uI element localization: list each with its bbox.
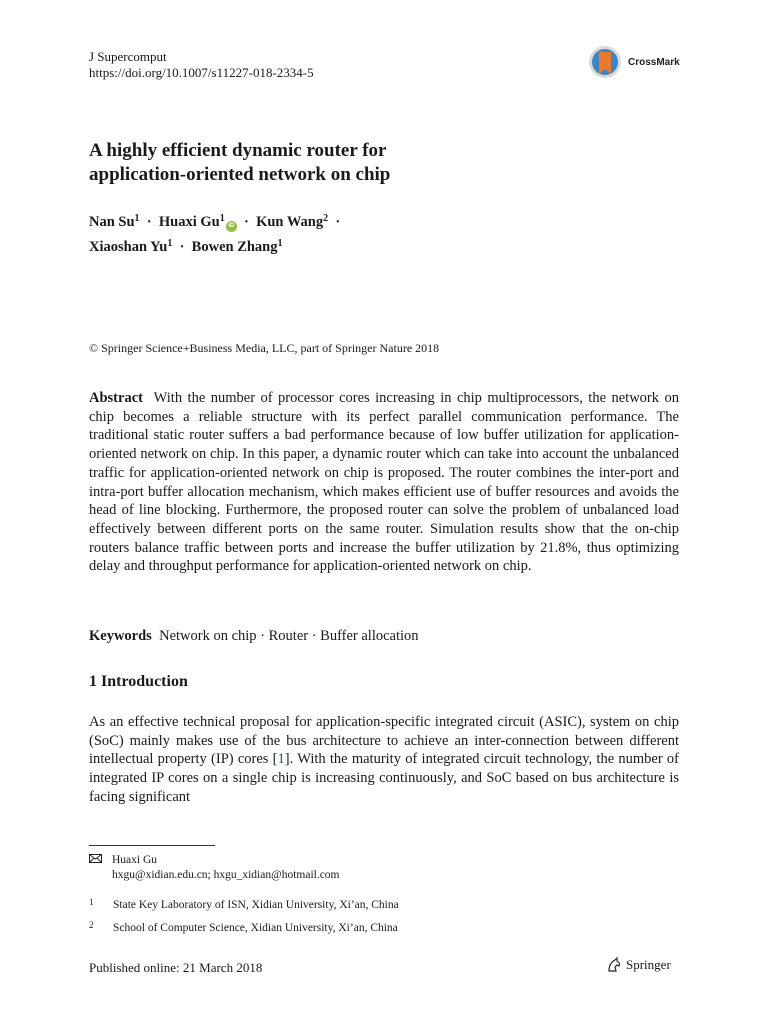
- affiliation-1: [89, 895, 399, 913]
- abstract-heading: Abstract: [89, 390, 143, 406]
- author-name[interactable]: Huaxi Gu: [158, 214, 220, 230]
- abstract-text: With the number of processor cores increasing in chip multiprocessors, the network on chip becomes a reliable structure with its perfect parallel communication performance. The traditional static router suffers a bad performance because of low buffer utilization for application-oriented network on chip. In this paper, a dynamic router which can take into account the unbalanced traffic for application-oriented network on chip is proposed. The router combines the inter-port and intra-port buffer allocation mechanism, which makes efficient use of buffer resources and avoids the head of line blocking. Furthermore, the proposed router can solve the problem of unbalanced load effectively between different ports on the same router. Simulation results show that the on-chip routers balance traffic between ports and increase the buffer utilization by 21.8%, thus optimizing delay and throughput performance for application-oriented network on chip.: [89, 390, 679, 575]
- author-affiliation: 1: [219, 213, 225, 224]
- author-name[interactable]: Kun Wang: [256, 214, 324, 230]
- abstract: [89, 389, 679, 576]
- footnote-divider: [89, 845, 215, 846]
- keywords: [89, 627, 679, 645]
- affiliation-number: 2: [89, 920, 94, 930]
- affiliation-number: 1: [89, 897, 94, 907]
- orcid-icon[interactable]: iD: [226, 221, 237, 232]
- crossmark-badge[interactable]: [588, 44, 698, 80]
- author-name[interactable]: Nan Su: [89, 214, 135, 230]
- citation-link[interactable]: 1: [277, 751, 285, 768]
- title-line-1: A highly efficient dynamic router for: [89, 140, 387, 161]
- author-list: [89, 208, 689, 258]
- keywords-text: Network on chip · Router · Buffer allocation: [159, 628, 419, 644]
- crossmark-icon: [588, 45, 622, 79]
- affiliation-text: State Key Laboratory of ISN, Xidian University, Xi’an, China: [113, 899, 399, 911]
- intro-text: ]. With the maturity of integrated circuit technology, the number of integrated IP cores on a single chip is increasing continuously, and SoC based on bus architecture is facing significant: [89, 751, 679, 805]
- introduction-paragraph: [89, 713, 679, 807]
- author-name[interactable]: Bowen Zhang: [191, 239, 278, 255]
- journal-name: J Supercomput: [89, 49, 167, 64]
- published-date: Published online: 21 March 2018: [89, 960, 263, 975]
- corresponding-name: Huaxi Gu: [112, 854, 158, 866]
- copyright-notice: © Springer Science+Business Media, LLC, part of Springer Nature 2018: [89, 341, 440, 355]
- author-affiliation: 1: [134, 213, 140, 224]
- paper-title: [89, 139, 689, 187]
- corresponding-author: [89, 853, 340, 883]
- author-affiliation: 2: [323, 213, 329, 224]
- keywords-heading: Keywords: [89, 628, 152, 644]
- intro-text: As an effective technical proposal for application-specific integrated circuit (ASIC), system on chip (SoC) mainly makes use of the bus architecture to achieve an inter-connection between different intellectual property (IP) cores [: [89, 714, 679, 768]
- doi-link[interactable]: https://doi.org/10.1007/s11227-018-2334-5: [89, 65, 314, 80]
- author-affiliation: 1: [167, 238, 173, 249]
- springer-logo: [606, 957, 671, 973]
- author-line-2: Xiaoshan Yu$^1$ · Bowen Zhang$^1$: [89, 238, 283, 255]
- affiliation-text: School of Computer Science, Xidian University, Xi’an, China: [113, 922, 398, 934]
- journal-header: [89, 49, 314, 81]
- springer-horse-icon: [606, 957, 622, 973]
- section-heading: 1 Introduction: [89, 673, 188, 690]
- author-line-1: Nan Su$^1$ · Huaxi Gu$^1$iD · Kun Wang$^2$ ·: [89, 213, 341, 230]
- author-affiliation: 1: [277, 238, 283, 249]
- publisher-name: Springer: [626, 957, 671, 972]
- envelope-icon: [89, 853, 102, 868]
- affiliation-2: [89, 918, 398, 936]
- corresponding-emails[interactable]: hxgu@xidian.edu.cn; hxgu_xidian@hotmail.com: [112, 869, 340, 881]
- author-name[interactable]: Xiaoshan Yu: [89, 239, 168, 255]
- crossmark-label: CrossMark: [628, 56, 680, 68]
- title-line-2: application-oriented network on chip: [89, 164, 391, 185]
